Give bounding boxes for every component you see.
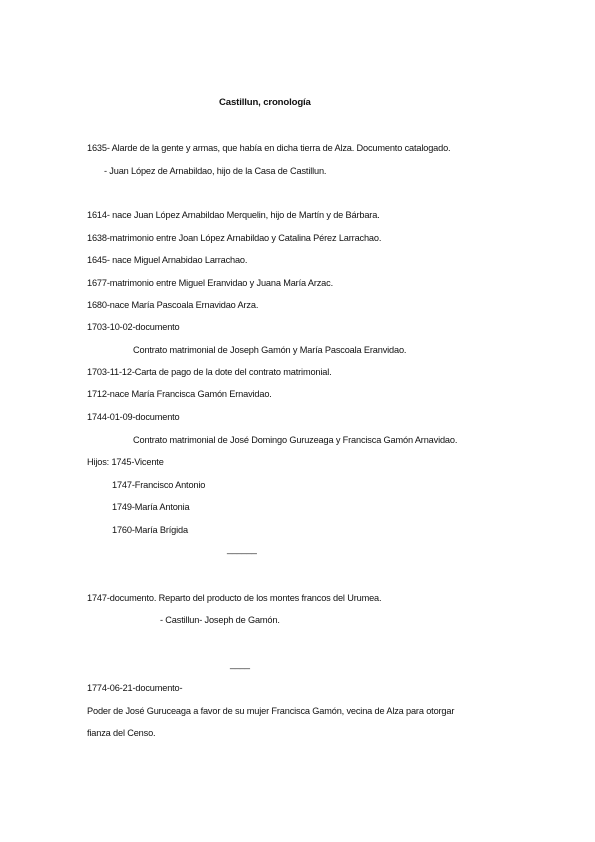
entry-1712: 1712-nace María Francisca Gamón Ernavidao. [87, 389, 272, 399]
entry-child-1749: 1749-María Antonia [112, 502, 190, 512]
entry-1744-01-09-detail: Contrato matrimonial de José Domingo Guruzeaga y Francisca Gamón Arnavidao. [133, 435, 458, 445]
entry-1635-note: - Juan López de Arnabildao, hijo de la Casa de Castillun. [104, 166, 327, 176]
entry-1703-10-02-detail: Contrato matrimonial de Joseph Gamón y María Pascoala Eranvidao. [133, 345, 407, 355]
separator-2: ____ [230, 659, 250, 669]
entry-1638: 1638-matrimonio entre Joan López Arnabildao y Catalina Pérez Larrachao. [87, 233, 382, 243]
entry-1747-note: - Castillun- Joseph de Gamón. [160, 615, 280, 625]
entry-1774-detail-line1: Poder de José Guruceaga a favor de su mujer Francisca Gamón, vecina de Alza para otorgar [87, 706, 455, 716]
separator-1: ______ [227, 544, 257, 554]
entry-children-1745: Hijos: 1745-Vicente [87, 457, 164, 467]
entry-child-1747: 1747-Francisco Antonio [112, 480, 206, 490]
entry-1703-10-02: 1703-10-02-documento [87, 322, 180, 332]
entry-1614: 1614- nace Juan López Arnabildao Merquelin, hijo de Martín y de Bárbara. [87, 210, 380, 220]
entry-1703-11-12: 1703-11-12-Carta de pago de la dote del contrato matrimonial. [87, 367, 332, 377]
entry-1680: 1680-nace María Pascoala Ernavidao Arza. [87, 300, 259, 310]
entry-1747-documento: 1747-documento. Reparto del producto de los montes francos del Urumea. [87, 593, 382, 603]
entry-child-1760: 1760-María Brígida [112, 525, 188, 535]
entry-1677: 1677-matrimonio entre Miguel Eranvidao y Juana María Arzac. [87, 278, 333, 288]
entry-1635: 1635- Alarde de la gente y armas, que había en dicha tierra de Alza. Documento catalogado. [87, 143, 451, 153]
entry-1744-01-09: 1744-01-09-documento [87, 412, 180, 422]
entry-1774-06-21: 1774-06-21-documento- [87, 683, 183, 693]
entry-1645: 1645- nace Miguel Arnabidao Larrachao. [87, 255, 248, 265]
document-title: Castillun, cronología [219, 97, 311, 108]
entry-1774-detail-line2: fianza del Censo. [87, 728, 156, 738]
